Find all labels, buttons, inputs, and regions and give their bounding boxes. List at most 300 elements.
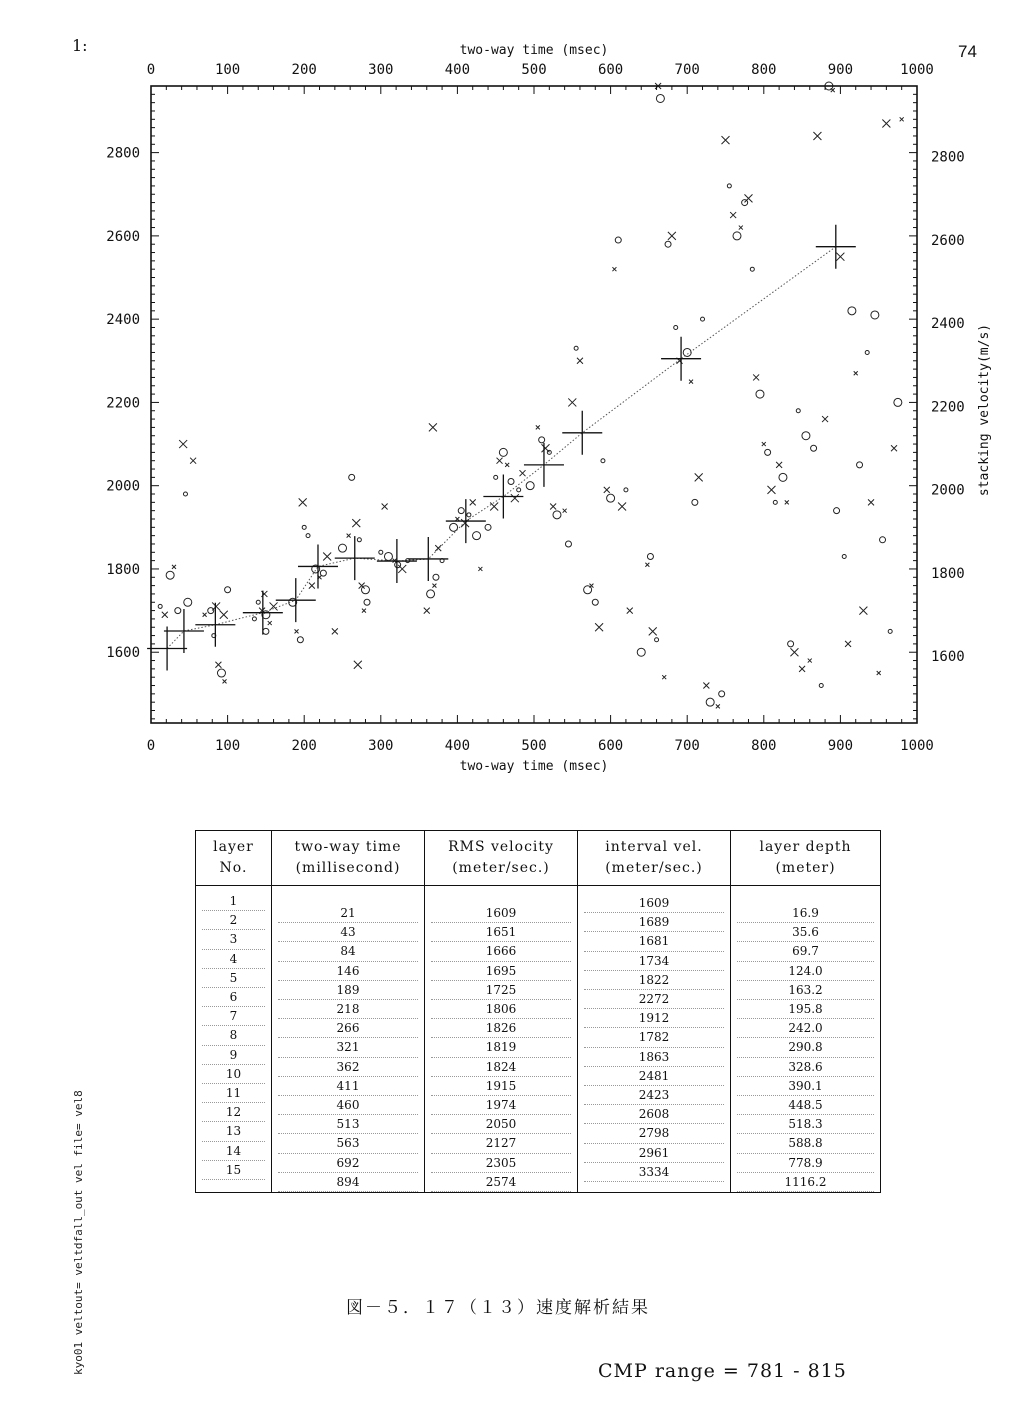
table-cell: 692 bbox=[278, 1154, 418, 1173]
scatter-point bbox=[478, 567, 482, 571]
table-cell: 448.5 bbox=[737, 1096, 874, 1115]
scatter-point bbox=[900, 117, 904, 121]
scatter-point bbox=[701, 317, 705, 321]
y-tick-label-left: 2000 bbox=[106, 478, 140, 495]
scatter-point bbox=[750, 267, 754, 271]
scatter-point bbox=[526, 482, 534, 490]
scatter-point bbox=[674, 325, 678, 329]
scatter-point bbox=[871, 311, 879, 319]
scatter-point bbox=[656, 94, 664, 102]
scatter-point bbox=[668, 232, 676, 240]
x-tick-label-top: 900 bbox=[827, 62, 854, 78]
x-tick-label-bottom: 500 bbox=[521, 738, 547, 754]
table-cell: 1 bbox=[202, 892, 265, 911]
table-cell: 21 bbox=[278, 904, 418, 923]
table-cell: 35.6 bbox=[737, 923, 874, 942]
scatter-point bbox=[730, 212, 736, 218]
table-cell: 218 bbox=[278, 1000, 418, 1019]
scatter-point bbox=[836, 253, 844, 261]
table-cell: 242.0 bbox=[737, 1019, 874, 1038]
velocity-pick bbox=[562, 411, 602, 455]
scatter-point bbox=[744, 194, 752, 202]
table-cell: 362 bbox=[278, 1058, 418, 1077]
x-tick-label-top: 700 bbox=[674, 62, 700, 78]
table-cell: 5 bbox=[202, 969, 265, 988]
scatter-point bbox=[158, 604, 162, 608]
table-cell: 1824 bbox=[431, 1058, 571, 1077]
table-cell: 563 bbox=[278, 1134, 418, 1153]
table-cell: 328.6 bbox=[737, 1058, 874, 1077]
y-tick-label-right: 2400 bbox=[931, 316, 965, 333]
table-cell: 2961 bbox=[584, 1144, 724, 1163]
cmp-range: CMP range = 781 - 815 bbox=[598, 1360, 847, 1382]
scatter-point bbox=[563, 509, 567, 513]
scatter-point bbox=[727, 184, 731, 188]
scatter-point bbox=[295, 629, 299, 633]
scatter-point bbox=[649, 627, 657, 635]
scatter-point bbox=[212, 602, 220, 610]
table-cell: 9 bbox=[202, 1046, 265, 1065]
table-cell: 1609 bbox=[431, 904, 571, 923]
scatter-point bbox=[357, 538, 361, 542]
layer-no-column bbox=[196, 886, 271, 1180]
scatter-point bbox=[352, 519, 360, 527]
scatter-point bbox=[203, 613, 207, 617]
scatter-point bbox=[299, 498, 307, 506]
scatter-point bbox=[339, 544, 347, 552]
scatter-point bbox=[382, 504, 388, 510]
scatter-point bbox=[683, 348, 691, 356]
scatter-point bbox=[520, 470, 526, 476]
table-cell: 1695 bbox=[431, 962, 571, 981]
scatter-point bbox=[429, 423, 437, 431]
scatter-point bbox=[689, 380, 693, 384]
scatter-point bbox=[753, 374, 759, 380]
table-cell: 4 bbox=[202, 950, 265, 969]
table-cell: 1863 bbox=[584, 1048, 724, 1067]
velocity-pick bbox=[408, 537, 448, 581]
y-tick-label-left: 2800 bbox=[106, 145, 140, 162]
scatter-point bbox=[831, 88, 835, 92]
scatter-point bbox=[589, 584, 593, 588]
table-cell: 84 bbox=[278, 942, 418, 961]
axes-group bbox=[106, 62, 964, 754]
velocity-pick bbox=[446, 499, 486, 543]
velocity-pick bbox=[195, 603, 235, 647]
scatter-point bbox=[842, 554, 846, 558]
table-cell: 2798 bbox=[584, 1124, 724, 1143]
scatter-point bbox=[223, 679, 227, 683]
table-cell: 1915 bbox=[431, 1077, 571, 1096]
scatter-point bbox=[662, 675, 666, 679]
table-cell: 588.8 bbox=[737, 1134, 874, 1153]
x-tick-label-bottom: 900 bbox=[827, 738, 854, 754]
scatter-point bbox=[263, 628, 269, 634]
table-cell: 2127 bbox=[431, 1134, 571, 1153]
scatter-point bbox=[497, 458, 503, 464]
scatter-point bbox=[716, 704, 720, 708]
scatter-point bbox=[568, 398, 576, 406]
table-cell: 195.8 bbox=[737, 1000, 874, 1019]
scatter-point bbox=[517, 488, 521, 492]
table-cell: 778.9 bbox=[737, 1154, 874, 1173]
table-cell: 8 bbox=[202, 1026, 265, 1045]
x-tick-label-top: 600 bbox=[597, 62, 624, 78]
x-tick-label-top: 200 bbox=[291, 62, 317, 78]
scatter-point bbox=[166, 571, 174, 579]
scatter-point bbox=[172, 565, 176, 569]
scatter-point bbox=[894, 398, 902, 406]
scatter-point bbox=[834, 508, 840, 514]
scatter-point bbox=[595, 623, 603, 631]
table-cell: 411 bbox=[278, 1077, 418, 1096]
velocity-pick bbox=[524, 443, 564, 487]
y-tick-label-left: 2400 bbox=[106, 312, 140, 329]
scatter-point bbox=[592, 599, 598, 605]
table-cell: 1609 bbox=[584, 894, 724, 913]
table-cell: 16.9 bbox=[737, 904, 874, 923]
x-tick-label-bottom: 600 bbox=[597, 738, 624, 754]
y-tick-label-left: 1800 bbox=[106, 561, 140, 578]
scatter-point bbox=[868, 499, 874, 505]
scatter-point bbox=[494, 475, 498, 479]
side-label: kyo01 veltout= veltdfall_out vel file= vel8 bbox=[72, 1090, 85, 1375]
scatter-point bbox=[722, 136, 730, 144]
scatter-point bbox=[765, 449, 771, 455]
x-tick-label-top: 1000 bbox=[900, 62, 934, 78]
scatter-point bbox=[349, 474, 355, 480]
table-cell: 290.8 bbox=[737, 1038, 874, 1057]
x-axis-title-top: two-way time (msec) bbox=[459, 43, 609, 58]
scatter-point bbox=[424, 608, 430, 614]
table-cell: 518.3 bbox=[737, 1115, 874, 1134]
scatter-point bbox=[882, 119, 890, 127]
table-cell: 1912 bbox=[584, 1009, 724, 1028]
x-tick-label-top: 400 bbox=[444, 62, 471, 78]
scatter-point bbox=[190, 458, 196, 464]
scatter-point bbox=[536, 425, 540, 429]
x-tick-label-bottom: 0 bbox=[146, 738, 156, 754]
scatter-group bbox=[158, 82, 903, 708]
table-cell: 14 bbox=[202, 1142, 265, 1161]
table-cell: 390.1 bbox=[737, 1077, 874, 1096]
table-cell: 2 bbox=[202, 911, 265, 930]
scatter-point bbox=[347, 534, 351, 538]
scatter-point bbox=[618, 503, 626, 511]
table-cell: 1822 bbox=[584, 971, 724, 990]
y-axis-title: stacking velocity(m/s) bbox=[977, 323, 992, 497]
table-cell: 13 bbox=[202, 1122, 265, 1141]
table-cell: 2423 bbox=[584, 1086, 724, 1105]
scatter-point bbox=[499, 448, 507, 456]
scatter-point bbox=[320, 570, 326, 576]
table-cell: 2574 bbox=[431, 1173, 571, 1192]
table-cell: 321 bbox=[278, 1038, 418, 1057]
scatter-point bbox=[384, 552, 392, 560]
scatter-point bbox=[505, 463, 509, 467]
scatter-point bbox=[877, 671, 881, 675]
x-tick-label-bottom: 100 bbox=[214, 738, 241, 754]
scatter-point bbox=[332, 628, 338, 634]
table-cell: 12 bbox=[202, 1103, 265, 1122]
table-cell: 2305 bbox=[431, 1154, 571, 1173]
scatter-point bbox=[485, 524, 491, 530]
scatter-point bbox=[225, 587, 231, 593]
x-tick-label-top: 500 bbox=[521, 62, 547, 78]
scatter-point bbox=[865, 350, 869, 354]
trend-line bbox=[167, 247, 836, 649]
scatter-point bbox=[458, 508, 464, 514]
scatter-point bbox=[574, 346, 578, 350]
x-tick-label-bottom: 1000 bbox=[900, 738, 934, 754]
velocity-pick bbox=[661, 337, 701, 381]
scatter-point bbox=[601, 459, 605, 463]
scatter-point bbox=[773, 500, 777, 504]
table-cell: 2272 bbox=[584, 990, 724, 1009]
scatter-point bbox=[880, 537, 886, 543]
table-cell: 1819 bbox=[431, 1038, 571, 1057]
y-tick-label-left: 1600 bbox=[106, 645, 140, 662]
scatter-point bbox=[703, 683, 709, 689]
x-axis-title-bottom: two-way time (msec) bbox=[459, 759, 609, 774]
scatter-point bbox=[302, 525, 306, 529]
scatter-point bbox=[432, 584, 436, 588]
x-tick-label-bottom: 400 bbox=[444, 738, 471, 754]
scatter-point bbox=[822, 416, 828, 422]
scatter-point bbox=[790, 648, 798, 656]
header-layer-depth: layer depth (meter) bbox=[731, 831, 881, 886]
scatter-point bbox=[888, 629, 892, 633]
scatter-point bbox=[799, 666, 805, 672]
table-cell: 513 bbox=[278, 1115, 418, 1134]
table-cell: 2608 bbox=[584, 1105, 724, 1124]
table-cell: 1734 bbox=[584, 952, 724, 971]
scatter-point bbox=[208, 608, 214, 614]
scatter-point bbox=[511, 494, 519, 502]
table-cell: 894 bbox=[278, 1173, 418, 1192]
scatter-point bbox=[665, 241, 671, 247]
scatter-point bbox=[565, 541, 571, 547]
table-cell: 266 bbox=[278, 1019, 418, 1038]
scatter-point bbox=[179, 440, 187, 448]
scatter-point bbox=[577, 358, 583, 364]
page-number: 74 bbox=[958, 42, 977, 61]
scatter-point bbox=[655, 638, 659, 642]
scatter-point bbox=[845, 641, 851, 647]
scatter-point bbox=[361, 586, 369, 594]
scatter-point bbox=[785, 500, 789, 504]
table-cell: 15 bbox=[202, 1161, 265, 1180]
table-cell: 1782 bbox=[584, 1028, 724, 1047]
scatter-point bbox=[297, 637, 303, 643]
x-tick-label-top: 100 bbox=[214, 62, 241, 78]
scatter-point bbox=[767, 486, 775, 494]
y-tick-label-left: 2600 bbox=[106, 228, 140, 245]
scatter-point bbox=[756, 390, 764, 398]
scatter-point bbox=[604, 487, 610, 493]
scatter-point bbox=[215, 662, 221, 668]
figure-caption: 図－５．１７（１３）速度解析結果 bbox=[346, 1298, 650, 1318]
table-cell: 124.0 bbox=[737, 962, 874, 981]
x-tick-label-bottom: 800 bbox=[751, 738, 777, 754]
y-tick-label-right: 2200 bbox=[931, 399, 965, 416]
scatter-point bbox=[627, 608, 633, 614]
table-cell: 2481 bbox=[584, 1067, 724, 1086]
scatter-point bbox=[779, 473, 787, 481]
scatter-point bbox=[183, 492, 187, 496]
velocity-pick bbox=[147, 626, 187, 670]
table-cell: 146 bbox=[278, 962, 418, 981]
y-tick-label-right: 1600 bbox=[931, 649, 965, 666]
picks-group bbox=[147, 225, 856, 671]
scatter-point bbox=[268, 621, 272, 625]
table-cell: 7 bbox=[202, 1007, 265, 1026]
table-cell: 1826 bbox=[431, 1019, 571, 1038]
table-cell: 1725 bbox=[431, 981, 571, 1000]
rms-velocity-column bbox=[425, 886, 577, 1192]
scatter-point bbox=[813, 132, 821, 140]
scatter-point bbox=[645, 563, 649, 567]
header-interval-vel: interval vel. (meter/sec.) bbox=[578, 831, 731, 886]
velocity-pick bbox=[377, 539, 417, 583]
scatter-point bbox=[553, 511, 561, 519]
velocity-pick bbox=[816, 225, 856, 269]
table-cell: 69.7 bbox=[737, 942, 874, 961]
table-cell: 1116.2 bbox=[737, 1173, 874, 1192]
scatter-point bbox=[762, 442, 766, 446]
scatter-point bbox=[854, 371, 858, 375]
scatter-point bbox=[550, 504, 556, 510]
scatter-point bbox=[706, 698, 714, 706]
table-cell: 6 bbox=[202, 988, 265, 1007]
scatter-point bbox=[220, 611, 228, 619]
scatter-point bbox=[539, 437, 545, 443]
table-cell: 3 bbox=[202, 930, 265, 949]
x-tick-label-bottom: 200 bbox=[291, 738, 317, 754]
table-cell: 2050 bbox=[431, 1115, 571, 1134]
layer-depth-column bbox=[731, 886, 880, 1192]
y-tick-label-right: 2600 bbox=[931, 232, 965, 249]
scatter-point bbox=[891, 445, 897, 451]
scatter-point bbox=[354, 661, 362, 669]
scatter-point bbox=[461, 519, 469, 527]
header-rms-velocity: RMS velocity (meter/sec.) bbox=[425, 831, 578, 886]
x-tick-label-bottom: 300 bbox=[368, 738, 394, 754]
scatter-point bbox=[364, 599, 370, 605]
velocity-pick bbox=[298, 544, 338, 588]
scatter-point bbox=[270, 602, 278, 610]
scatter-point bbox=[427, 590, 435, 598]
scatter-point bbox=[306, 534, 310, 538]
corner-mark: 1: bbox=[72, 36, 88, 55]
scatter-point bbox=[612, 267, 616, 271]
scatter-point bbox=[692, 499, 698, 505]
y-tick-label-right: 1800 bbox=[931, 565, 965, 582]
x-tick-label-top: 800 bbox=[751, 62, 777, 78]
table-cell: 1681 bbox=[584, 932, 724, 951]
scatter-point bbox=[309, 583, 315, 589]
scatter-point bbox=[637, 648, 645, 656]
scatter-point bbox=[490, 503, 498, 511]
scatter-point bbox=[433, 574, 439, 580]
scatter-point bbox=[624, 488, 628, 492]
scatter-point bbox=[184, 598, 192, 606]
scatter-point bbox=[859, 607, 867, 615]
velocity-table bbox=[195, 830, 881, 1193]
table-cell: 1806 bbox=[431, 1000, 571, 1019]
scatter-point bbox=[808, 659, 812, 663]
scatter-point bbox=[647, 553, 653, 559]
table-cell: 43 bbox=[278, 923, 418, 942]
table-cell: 1651 bbox=[431, 923, 571, 942]
scatter-point bbox=[776, 462, 782, 468]
scatter-point bbox=[788, 641, 794, 647]
scatter-point bbox=[733, 232, 741, 240]
scatter-point bbox=[811, 445, 817, 451]
scatter-point bbox=[362, 609, 366, 613]
table-cell: 3334 bbox=[584, 1163, 724, 1182]
scatter-point bbox=[162, 612, 168, 618]
scatter-point bbox=[175, 608, 181, 614]
x-tick-label-bottom: 700 bbox=[674, 738, 700, 754]
interval-vel-column bbox=[578, 886, 730, 1182]
scatter-point bbox=[256, 600, 260, 604]
two-way-time-column bbox=[272, 886, 424, 1192]
scatter-point bbox=[719, 691, 725, 697]
scatter-point bbox=[819, 684, 823, 688]
velocity-pick bbox=[483, 475, 523, 519]
plot-frame bbox=[151, 86, 917, 723]
scatter-point bbox=[398, 565, 406, 573]
table-cell: 1974 bbox=[431, 1096, 571, 1115]
x-tick-label-top: 300 bbox=[368, 62, 394, 78]
trend-line-group bbox=[167, 247, 836, 649]
scatter-point bbox=[379, 550, 383, 554]
scatter-point bbox=[695, 473, 703, 481]
table-cell: 163.2 bbox=[737, 981, 874, 1000]
y-tick-label-right: 2800 bbox=[931, 149, 965, 166]
x-tick-label-top: 0 bbox=[146, 62, 156, 78]
header-layer-no: layer No. bbox=[196, 831, 272, 886]
table-cell: 460 bbox=[278, 1096, 418, 1115]
scatter-point bbox=[252, 617, 256, 621]
scatter-point bbox=[848, 307, 856, 315]
table-cell: 1666 bbox=[431, 942, 571, 961]
table-cell: 10 bbox=[202, 1065, 265, 1084]
y-tick-label-right: 2000 bbox=[931, 482, 965, 499]
scatter-point bbox=[217, 669, 225, 677]
velocity-pick bbox=[164, 609, 204, 653]
scatter-point bbox=[467, 513, 471, 517]
table-cell: 11 bbox=[202, 1084, 265, 1103]
scatter-point bbox=[435, 545, 441, 551]
scatter-point bbox=[607, 494, 615, 502]
header-two-way-time: two-way time (millisecond) bbox=[272, 831, 425, 886]
scatter-point bbox=[796, 409, 800, 413]
scatter-point bbox=[323, 552, 331, 560]
scatter-point bbox=[470, 499, 476, 505]
scatter-point bbox=[508, 479, 514, 485]
velocity-pick bbox=[335, 536, 375, 580]
scatter-point bbox=[615, 237, 621, 243]
table-cell: 1689 bbox=[584, 913, 724, 932]
scatter-point bbox=[455, 517, 459, 521]
velocity-pick bbox=[243, 591, 283, 635]
velocity-pick bbox=[276, 578, 316, 622]
y-tick-label-left: 2200 bbox=[106, 395, 140, 412]
table-cell: 189 bbox=[278, 981, 418, 1000]
scatter-point bbox=[857, 462, 863, 468]
